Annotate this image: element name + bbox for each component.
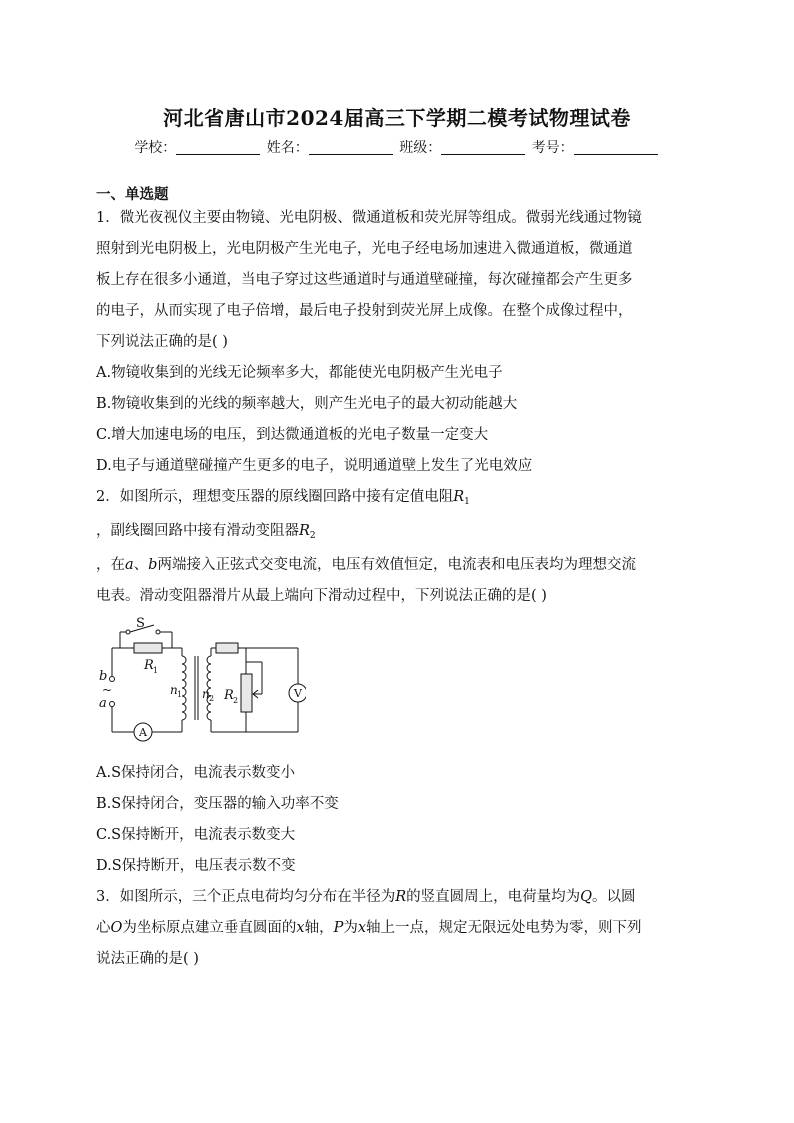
terminal-a: a (125, 557, 134, 573)
q1-option-c: C.增大加速电场的电压，到达微通道板的光电子数量一定变大 (96, 427, 489, 443)
q3-text: 轴上一点，规定无限远处电势为零，则下列 (366, 920, 642, 936)
q1-stem-line: 下列说法正确的是( ) (96, 334, 228, 350)
q2-stem-line (96, 485, 470, 507)
n1-label: n (170, 683, 178, 697)
ac-source-symbol: ~ (102, 683, 113, 697)
ammeter-icon: A (139, 726, 147, 739)
r1-symbol: R (453, 489, 465, 505)
exam-number-blank[interactable] (574, 140, 658, 155)
school-label: 学校： (134, 140, 177, 156)
q3-text: 为 (343, 920, 358, 936)
charge-symbol: Q (580, 889, 593, 905)
q2-text: ，在 (96, 557, 125, 573)
r1-label: R (144, 658, 154, 673)
n2-label: n (202, 687, 210, 701)
r1-label-subscript: 1 (153, 666, 159, 675)
q2-text: 、 (133, 557, 149, 573)
q2-stem-line: 电表。滑动变阻器滑片从最上端向下滑动过程中，下列说法正确的是( ) (96, 588, 547, 604)
class-label: 班级： (399, 140, 442, 156)
school-blank[interactable] (176, 140, 260, 155)
terminal-b-label: b (99, 669, 108, 684)
exam-number-label: 考号： (531, 140, 574, 156)
x-axis-symbol: x (357, 920, 367, 936)
q2-option-c: C.S保持断开，电流表示数变大 (96, 827, 296, 843)
q2-text: 两端接入正弦式交变电流，电压有效值恒定，电流表和电压表均为理想交流 (157, 557, 636, 573)
point-p-symbol: P (333, 920, 344, 936)
n2-label-subscript: 2 (209, 694, 215, 703)
r2-label: R (224, 688, 234, 703)
exam-title: 河北省唐山市2024届高三下学期二模考试物理试卷 (163, 106, 631, 130)
name-label: 姓名： (266, 140, 309, 156)
q2-stem-line (96, 519, 316, 541)
r2-symbol: R (299, 523, 310, 539)
terminal-a-label: a (99, 696, 107, 711)
r1-subscript: 1 (464, 497, 470, 507)
switch-label: S (136, 616, 145, 631)
q3-text: 轴， (304, 920, 334, 936)
name-blank[interactable] (309, 140, 393, 155)
q3-text: 为坐标原点建立垂直圆面的 (122, 920, 297, 936)
section-heading: 一、单选题 (96, 186, 169, 203)
q1-option-d: D.电子与通道壁碰撞产生更多的电子，说明通道壁上发生了光电效应 (96, 458, 533, 474)
q3-stem-line (96, 916, 642, 937)
transformer-circuit-diagram (96, 614, 306, 744)
q3-stem-line (96, 885, 636, 906)
q1-stem-line: 板上存在很多小通道，当电子穿过这些通道时与通道壁碰撞，每次碰撞都会产生更多 (96, 272, 633, 288)
q3-text: 。以圆 (592, 889, 636, 905)
q3-stem-line: 说法正确的是( ) (96, 951, 199, 967)
voltmeter-icon: V (294, 687, 302, 700)
terminal-b: b (148, 557, 158, 573)
n1-label-subscript: 1 (177, 690, 183, 699)
q2-text: ，副线圈回路中接有滑动变阻器 (96, 523, 299, 539)
q2-option-d: D.S保持断开，电压表示数不变 (96, 858, 296, 874)
q1-stem-line: 照射到光电阴极上，光电阴极产生光电子，光电子经电场加速进入微通道板，微通道 (96, 241, 633, 257)
q2-option-b: B.S保持闭合，变压器的输入功率不变 (96, 796, 339, 812)
student-info-line (0, 137, 794, 157)
q1-option-b: B.物镜收集到的光线的频率越大，则产生光电子的最大初动能越大 (96, 396, 518, 412)
radius-symbol: R (395, 889, 407, 905)
class-blank[interactable] (441, 140, 525, 155)
r2-label-subscript: 2 (233, 696, 239, 705)
q2-text: 2．如图所示，理想变压器的原线圈回路中接有定值电阻 (96, 489, 454, 505)
r2-subscript: 2 (309, 531, 316, 541)
q2-option-a: A.S保持闭合，电流表示数变小 (96, 765, 296, 781)
q3-text: 3．如图所示，三个正点电荷均匀分布在半径为 (96, 889, 396, 905)
q3-text: 心 (96, 920, 111, 936)
q1-stem-line: 的电子，从而实现了电子倍增，最后电子投射到荧光屏上成像。在整个成像过程中， (96, 303, 633, 319)
q1-option-a: A.物镜收集到的光线无论频率多大，都能使光电阴极产生光电子 (96, 365, 503, 381)
q3-text: 的竖直圆周上，电荷量均为 (406, 889, 581, 905)
q1-stem-line: 1．微光夜视仪主要由物镜、光电阴极、微通道板和荧光屏等组成。微弱光线通过物镜 (96, 210, 642, 226)
origin-symbol: O (110, 920, 123, 936)
q2-stem-line (96, 553, 636, 574)
x-axis-symbol: x (296, 920, 305, 936)
